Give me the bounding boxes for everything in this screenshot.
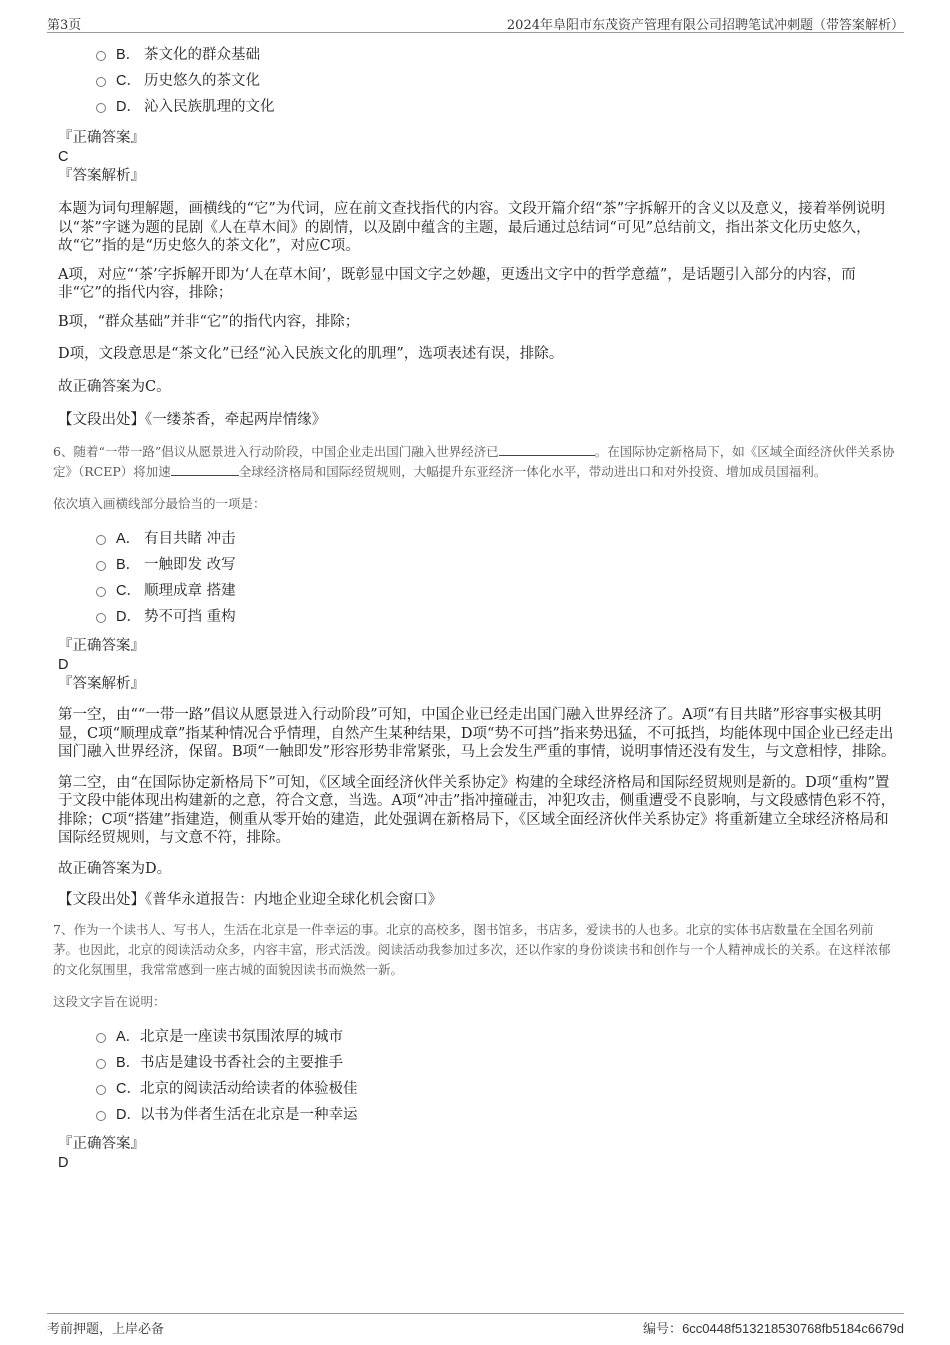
footer-slogan: 考前押题，上岸必备 (47, 1322, 165, 1337)
answer-value: D (58, 657, 69, 673)
page-number: 第3页 (47, 18, 82, 33)
document-id: 编号：6cc0448f513218530768fb5184c6679d (643, 1321, 904, 1337)
question-6-prompt: 依次填入画横线部分最恰当的一项是： (53, 496, 266, 511)
page-footer (47, 1313, 904, 1338)
radio-icon[interactable] (96, 1085, 106, 1095)
radio-icon[interactable] (96, 535, 106, 545)
analysis-paragraph: 故正确答案为D。 (58, 860, 172, 877)
analysis-paragraph: 第二空，由“在国际协定新格局下”可知，《区域全面经济伙伴关系协定》构建的全球经济格局和国际经贸规则是新的。D项“重构”置于文段中能体现出构建新的之意，符合文意，当选。A项“冲击”指冲撞碰击，冲犯攻击，侧重遭受不良影响，与文段感情色彩不符，排除；C项“搭建”指建造，侧重从零开始的建造，此处强调在新格局下，《区域全面经济伙伴关系协定》将重新建立全球经济格局和国际经贸规则，与文意不符，排除。 (58, 774, 896, 846)
analysis-body (56, 200, 896, 396)
option-c[interactable]: C． 历史悠久的茶文化 (56, 68, 896, 94)
answer-value: C (58, 149, 69, 165)
answer-label: 『正确答案』 (58, 1136, 145, 1152)
analysis-paragraph: B项，“群众基础”并非“它”的指代内容，排除； (58, 313, 360, 330)
radio-icon[interactable] (96, 613, 106, 623)
radio-icon[interactable] (96, 1111, 106, 1121)
option-b[interactable]: B． 一触即发 改写 (56, 552, 896, 578)
question-5-options (56, 42, 896, 120)
page-header (47, 10, 904, 33)
question-7-stem: 7、作为一个读书人、写书人，生活在北京是一件幸运的事。北京的高校多，图书馆多，书店多，爱读书的人也多。北京的实体书店数量在全国名列前茅。也因此，北京的阅读活动众多，内容丰富，形式活泼。阅读活动我参加过多次，还以作家的身份谈读书和创作与一个人精神成长的关系。在这样浓郁的文化氛围里，我常常感到一座古城的面貌因读书而焕然一新。 (53, 922, 891, 977)
option-b[interactable]: B． 茶文化的群众基础 (56, 42, 896, 68)
analysis-paragraph: 第一空，由““一带一路”倡议从愿景进入行动阶段”可知，中国企业已经走出国门融入世界经济了。A项“有目共睹”形容事实极其明显，C项“顺理成章”指某种情况合乎情理，自然产生某种结果，D项“势不可挡”指来势迅猛，不可抵挡，均能体现中国企业已经走出国门融入世界经济，保留。B项“一触即发”形容形势非常紧张，马上会发生严重的事情，说明事情还没有发生，与文意相悖，排除。 (58, 707, 896, 760)
option-b[interactable]: B． 书店是建设书香社会的主要推手 (56, 1050, 896, 1076)
document-title: 2024年阜阳市东茂资产管理有限公司招聘笔试冲刺题（带答案解析） (506, 18, 904, 33)
source-citation: 【文段出处】《普华永道报告：内地企业迎全球化机会窗口》 (58, 892, 443, 908)
radio-icon[interactable] (96, 77, 106, 87)
option-d[interactable]: D． 势不可挡 重构 (56, 604, 896, 630)
question-7-options (56, 1024, 896, 1128)
document-content (53, 42, 896, 1172)
analysis-paragraph: 故正确答案为C。 (58, 378, 171, 395)
fill-blank-1 (499, 442, 595, 456)
analysis-body (56, 706, 896, 878)
answer-label: 『正确答案』 (58, 638, 145, 654)
analysis-paragraph: 本题为词句理解题，画横线的“它”为代词，应在前文查找指代的内容。文段开篇介绍“茶”字拆解开的含义以及意义，接着举例说明以“茶”字谜为题的昆剧《人在草木间》的剧情，以及剧中蕴含的主题，最后通过总结词“可见”总结前文，指出茶文化历史悠久，故“它”指的是“历史悠久的茶文化”，对应C项。 (58, 201, 886, 254)
answer-value: D (58, 1155, 69, 1171)
question-6-stem: 6、随着“一带一路”倡议从愿景进入行动阶段，中国企业走出国门融入世界经济已 。在国际协定新格局下，如《区域全面经济伙伴关系协定》（RCEP）将加速 全球经济格局和国际经贸规则，大幅提升东亚经济一体化水平，带动进出口和对外投资、增加成员国福利。 (53, 444, 895, 479)
question-6-options (56, 526, 896, 630)
analysis-paragraph: D项，文段意思是“茶文化”已经“沁入民族文化的肌理”，选项表述有误，排除。 (58, 346, 564, 362)
radio-icon[interactable] (96, 1059, 106, 1069)
answer-label: 『正确答案』 (58, 130, 145, 146)
radio-icon[interactable] (96, 1033, 106, 1043)
option-c[interactable]: C． 顺理成章 搭建 (56, 578, 896, 604)
option-c[interactable]: C． 北京的阅读活动给读者的体验极佳 (56, 1076, 896, 1102)
option-d[interactable]: D． 以书为伴者生活在北京是一种幸运 (56, 1102, 896, 1128)
radio-icon[interactable] (96, 561, 106, 571)
option-a[interactable]: A． 北京是一座读书氛围浓厚的城市 (56, 1024, 896, 1050)
analysis-label: 『答案解析』 (58, 168, 145, 184)
radio-icon[interactable] (96, 587, 106, 597)
option-a[interactable]: A． 有目共睹 冲击 (56, 526, 896, 552)
radio-icon[interactable] (96, 103, 106, 113)
option-d[interactable]: D． 沁入民族肌理的文化 (56, 94, 896, 120)
source-citation: 【文段出处】《一缕茶香，牵起两岸情缘》 (58, 412, 327, 428)
analysis-label: 『答案解析』 (58, 676, 145, 692)
question-7-prompt: 这段文字旨在说明： (53, 994, 166, 1009)
analysis-paragraph: A项，对应“‘茶’字拆解开即为‘人在草木间’，既彰显中国文字之妙趣，更透出文字中的哲学意蕴”，是话题引入部分的内容，而非“它”的指代内容，排除； (58, 266, 856, 301)
radio-icon[interactable] (96, 51, 106, 61)
fill-blank-2 (171, 462, 239, 476)
